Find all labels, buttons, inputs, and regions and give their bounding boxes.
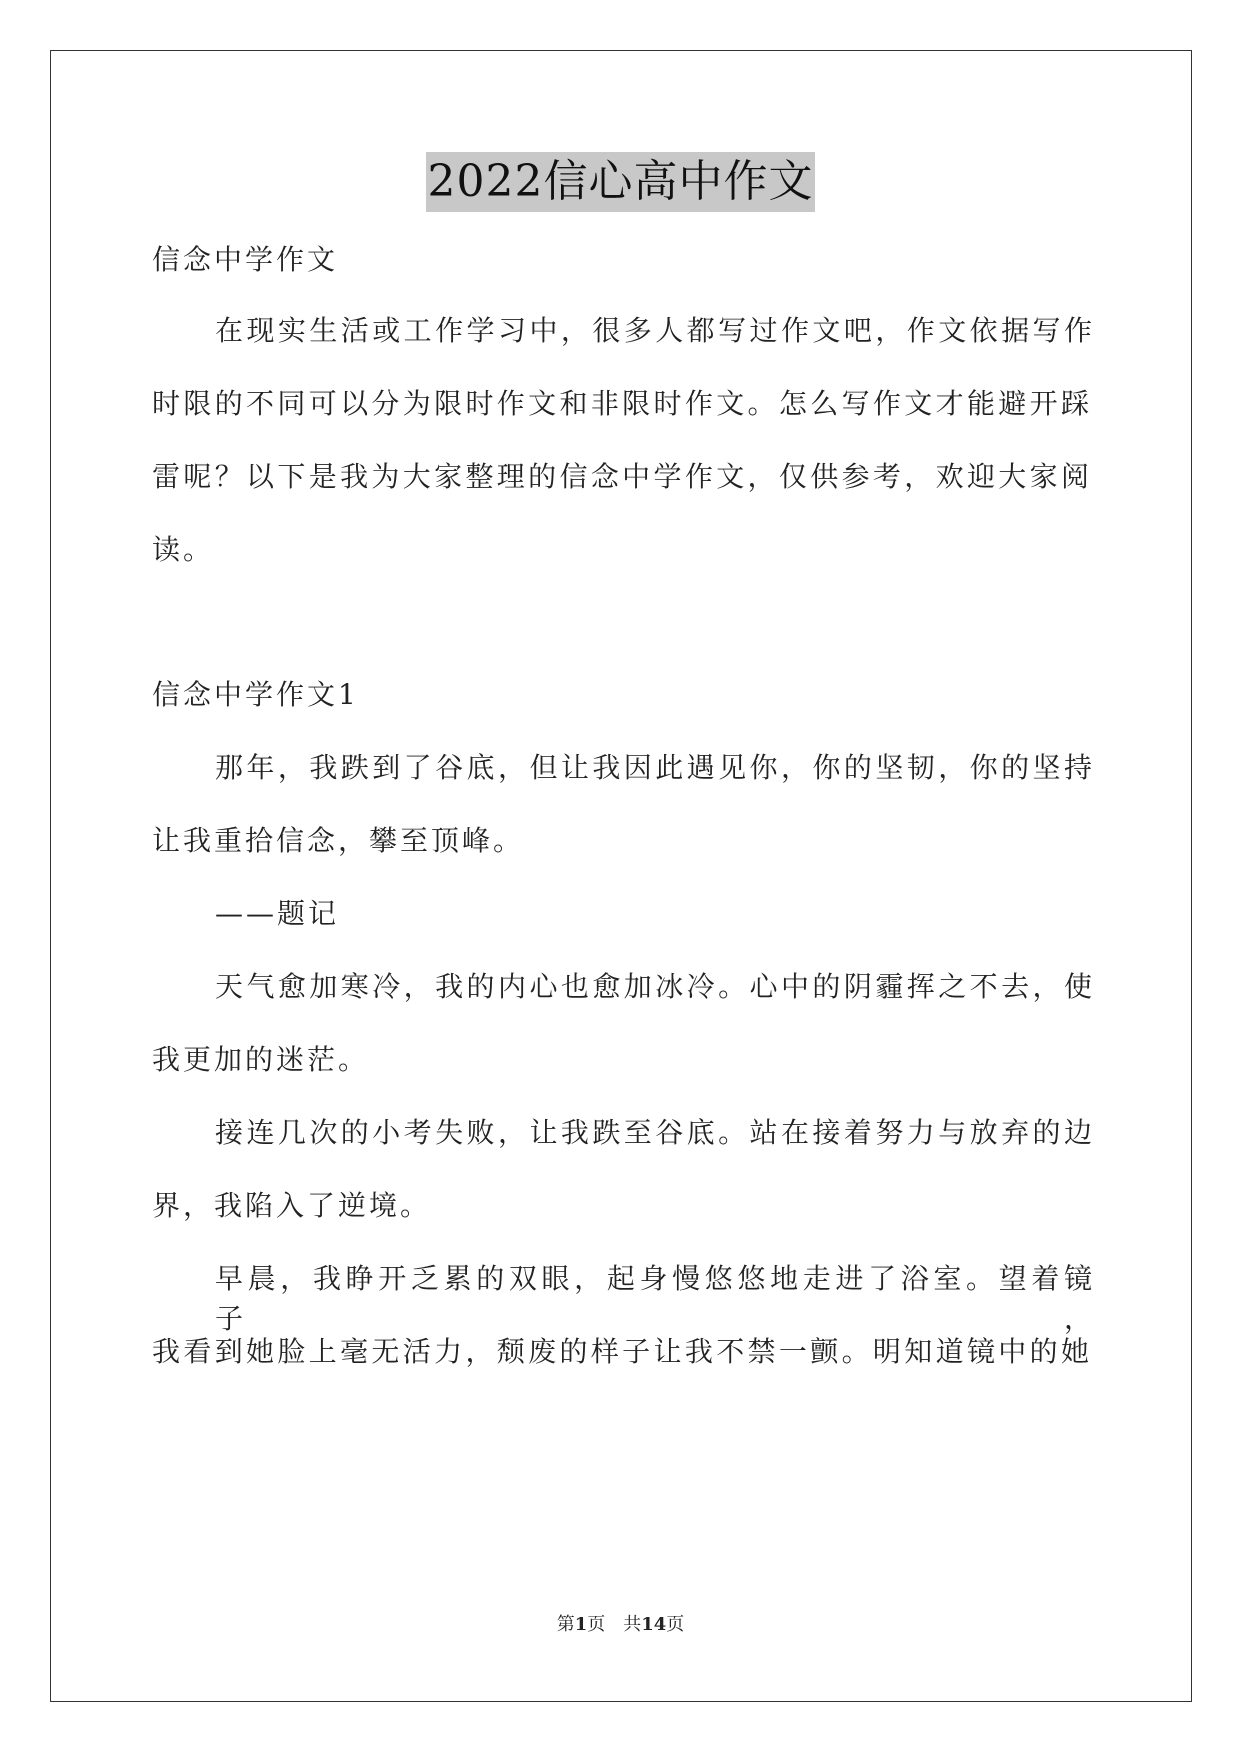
paragraph-line: 界，我陷入了逆境。 — [152, 1189, 432, 1222]
page-frame — [50, 50, 1192, 1702]
title-container — [0, 152, 1241, 212]
paragraph-line: 那年，我跌到了谷底，但让我因此遇见你，你的坚韧，你的坚持 — [215, 751, 1095, 784]
paragraph-line: 天气愈加寒冷，我的内心也愈加冰冷。心中的阴霾挥之不去，使 — [215, 970, 1095, 1003]
footer-total-pages: 14 — [641, 1614, 667, 1635]
paragraph-line: 读。 — [152, 533, 215, 566]
epigraph-note: ——题记 — [215, 897, 340, 930]
section-heading: 信念中学作文 — [152, 243, 339, 276]
section-heading: 信念中学作文1 — [152, 678, 359, 711]
footer-middle: 页 共 — [587, 1614, 642, 1635]
paragraph-line: 在现实生活或工作学习中，很多人都写过作文吧，作文依据写作 — [215, 314, 1095, 347]
footer-prefix: 第 — [556, 1614, 575, 1635]
paragraph-line: 我更加的迷茫。 — [152, 1043, 370, 1076]
document-title: 2022信心高中作文 — [426, 152, 816, 212]
footer-page-number: 1 — [574, 1614, 588, 1635]
paragraph-line: 让我重拾信念，攀至顶峰。 — [152, 824, 525, 857]
paragraph-line: 我看到她脸上毫无活力，颓废的样子让我不禁一颤。明知道镜中的她 — [152, 1335, 1092, 1368]
page-footer — [0, 1613, 1241, 1637]
paragraph-line: 时限的不同可以分为限时作文和非限时作文。怎么写作文才能避开踩 — [152, 387, 1092, 420]
paragraph-line: 雷呢？以下是我为大家整理的信念中学作文，仅供参考，欢迎大家阅 — [152, 460, 1092, 493]
paragraph-line: 接连几次的小考失败，让我跌至谷底。站在接着努力与放弃的边 — [215, 1116, 1095, 1149]
footer-suffix: 页 — [666, 1614, 685, 1635]
paragraph-line: 早晨，我睁开乏累的双眼，起身慢悠悠地走进了浴室。望着镜子， — [215, 1262, 1095, 1335]
